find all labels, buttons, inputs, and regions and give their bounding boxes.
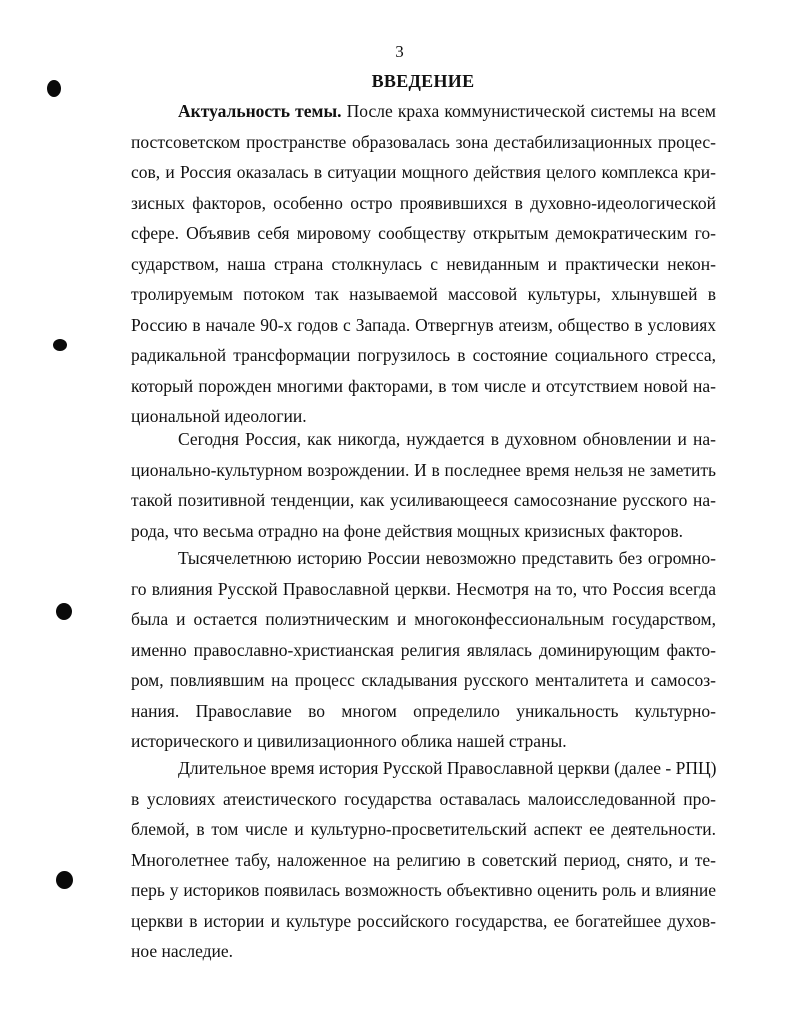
page-number: 3 xyxy=(395,42,404,61)
punch-hole-mark xyxy=(53,339,67,351)
paragraph-line: зисных факторов, особенно остро проявившихся в духовно-идеологической xyxy=(131,192,716,213)
paragraph-line: Многолетнее табу, наложенное на религию в советский период, снято, и те- xyxy=(131,849,716,870)
lead-label: Актуальность темы. xyxy=(178,101,342,121)
paragraph-line: радикальной трансформации погрузилось в состояние социального стресса, xyxy=(131,345,716,365)
paragraph-line: сфере. Объявив себя мировому сообществу открытым демократическим го- xyxy=(131,223,716,243)
paragraph-line: сударством, наша страна столкнулась с невиданным и практически некон- xyxy=(131,253,716,274)
paragraph-line: именно православно-христианская религия являлась доминирующим факто- xyxy=(131,639,716,660)
punch-hole-mark xyxy=(56,603,72,620)
paragraph-line: который порожден многими факторами, в том числе и отсутствием новой на- xyxy=(131,375,716,396)
paragraph-line: ром, повлиявшим на процесс складывания русского менталитета и самосоз- xyxy=(131,670,716,690)
paragraph-2 xyxy=(131,424,716,546)
paragraph-line: блемой, в том числе и культурно-просветительский аспект ее деятельности. xyxy=(131,819,716,839)
paragraph-line: перь у историков появилась возможность объективно оценить роль и влияние xyxy=(131,880,716,900)
paragraph-line: Россию в начале 90-х годов с Запада. Отвергнув атеизм, общество в условиях xyxy=(131,314,716,335)
paragraph-line: Тысячелетнюю историю России невозможно представить без огромно- xyxy=(178,548,716,568)
paragraph-4 xyxy=(131,753,716,967)
line-text: После краха коммунистической системы на всем xyxy=(341,101,716,121)
paragraph-line: была и остается полиэтническим и многоконфессиональным государством, xyxy=(131,609,716,629)
paragraph-line: Длительное время история Русской Православной церкви (далее - РПЦ) xyxy=(178,758,716,778)
paragraph-3 xyxy=(131,543,716,757)
paragraph-1 xyxy=(131,96,716,432)
punch-hole-mark xyxy=(56,871,73,889)
paragraph-line: сов, и Россия оказалась в ситуации мощного действия целого комплекса кри- xyxy=(131,162,716,182)
paragraph-line: рода, что весьма отрадно на фоне действия мощных кризисных факторов. xyxy=(131,520,684,541)
section-heading: ВВЕДЕНИЕ xyxy=(371,71,475,91)
paragraph-line: го влияния Русской Православной церкви. Несмотря на то, что Россия всегда xyxy=(131,578,716,599)
paragraph-line: тролируемым потоком так называемой массовой культуры, хлынувшей в xyxy=(131,284,716,304)
paragraph-line: нания. Православие во многом определило уникальность культурно- xyxy=(131,700,716,721)
paragraph-line: ционально-культурном возрождении. И в последнее время нельзя не заметить xyxy=(131,459,716,480)
paragraph-line: церкви в истории и культуре российского государства, ее богатейшее духов- xyxy=(131,910,716,931)
paragraph-line: циональной идеологии. xyxy=(131,406,307,426)
paragraph-line: постсоветском пространстве образовалась зона дестабилизационных процес- xyxy=(131,131,716,152)
paragraph-line xyxy=(131,96,716,127)
paragraph-line: ное наследие. xyxy=(131,941,234,961)
paragraph-line: в условиях атеистического государства оставалась малоисследованной про- xyxy=(131,788,716,809)
punch-hole-mark xyxy=(47,80,61,97)
paragraph-line: такой позитивной тенденции, как усиливающееся самосознание русского на- xyxy=(131,490,716,510)
paragraph-line: Сегодня Россия, как никогда, нуждается в духовном обновлении и на- xyxy=(178,429,716,449)
paragraph-line: исторического и цивилизационного облика нашей страны. xyxy=(131,731,567,751)
